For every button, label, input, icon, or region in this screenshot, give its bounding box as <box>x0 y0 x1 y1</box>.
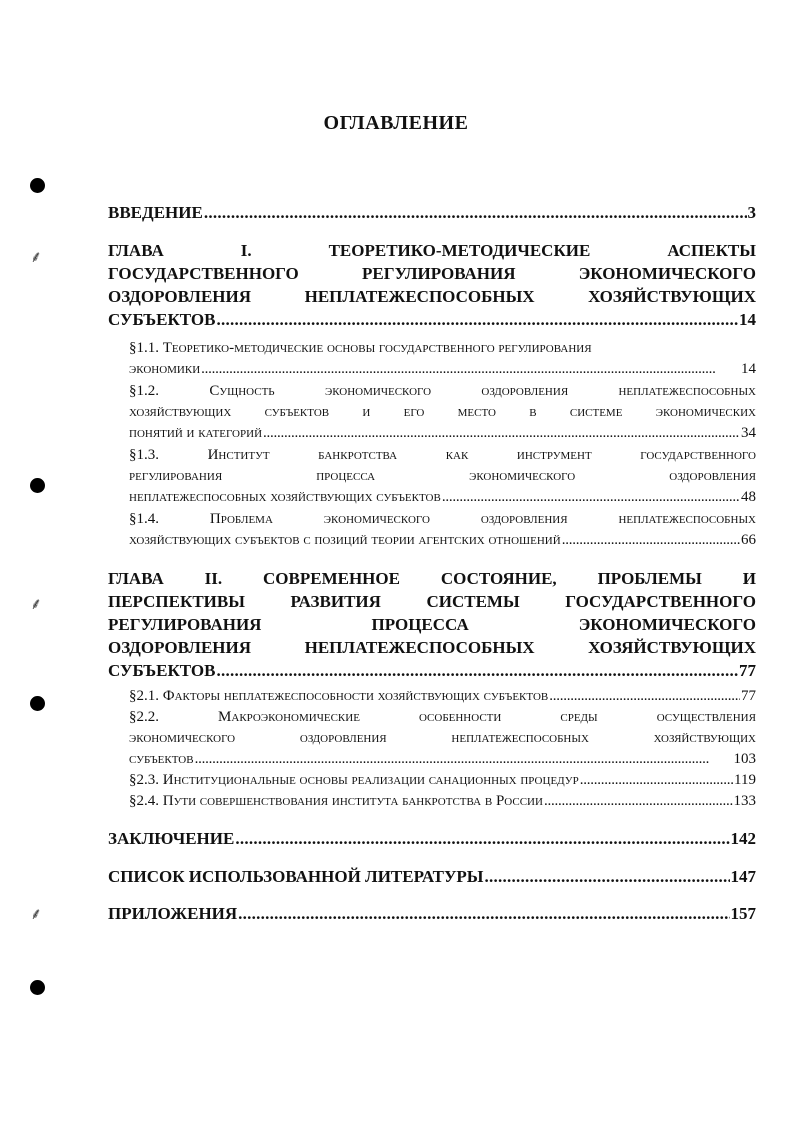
title-word: ЭКОНОМИЧЕСКОГО <box>578 615 756 634</box>
entry-word: субъектов <box>264 404 330 420</box>
entry-word: в <box>529 404 537 420</box>
chapter2-title-line[interactable] <box>108 592 756 612</box>
chapter1-title-line[interactable] <box>108 287 756 307</box>
dot-leader <box>549 688 740 705</box>
entry-label: неплатежеспособных хозяйствующих субъектов <box>129 489 441 505</box>
entry-page: 157 <box>730 904 756 923</box>
entry-word: оздоровления <box>481 383 569 399</box>
entry-page: 14 <box>739 310 756 329</box>
entry-word: оздоровления <box>299 730 387 746</box>
entry-word: хозяйствующих <box>653 730 756 746</box>
entry-word: процесса <box>316 468 376 484</box>
dot-leader <box>238 904 729 924</box>
entry-label: понятий и категорий <box>129 425 263 441</box>
chapter1-title-line[interactable] <box>108 241 756 261</box>
dot-leader <box>580 772 733 789</box>
chapter2-title-line[interactable] <box>108 615 756 635</box>
entry-word: §1.2. <box>129 383 159 399</box>
toc-entry-section-1-1-cont[interactable] <box>129 361 756 378</box>
entry-page: 77 <box>741 688 756 704</box>
entry-page: 77 <box>739 661 756 680</box>
title-word: ГЛАВА <box>108 569 164 588</box>
entry-word: регулирования <box>129 468 223 484</box>
entry-label: §1.1. Теоретико-методические основы государственного регулирования <box>129 340 592 356</box>
entry-word: §1.3. <box>129 447 159 463</box>
entry-label: СПИСОК ИСПОЛЬЗОВАННОЙ ЛИТЕРАТУРЫ <box>108 867 484 886</box>
dot-leader <box>216 661 738 681</box>
entry-word: его <box>403 404 425 420</box>
entry-word: Проблема <box>209 511 273 527</box>
title-word: РЕГУЛИРОВАНИЯ <box>362 264 516 283</box>
toc-entry-introduction[interactable] <box>108 203 756 223</box>
entry-page: 119 <box>734 772 756 788</box>
entry-word: неплатежеспособных <box>618 511 756 527</box>
entry-page: 142 <box>730 829 756 848</box>
entry-page: 133 <box>733 793 756 809</box>
entry-word: системе <box>569 404 623 420</box>
entry-word: место <box>457 404 496 420</box>
entry-word: Институт <box>207 447 270 463</box>
entry-label: §2.1. Факторы неплатежеспособности хозяйствующих субъектов <box>129 688 549 704</box>
chapter2-title-line[interactable] <box>108 569 756 589</box>
toc-entry-section-1-3-end[interactable] <box>129 489 756 506</box>
title-word: ОЗДОРОВЛЕНИЯ <box>108 287 252 306</box>
title-word: РАЗВИТИЯ <box>290 592 381 611</box>
entry-word: Макроэкономические <box>218 709 360 725</box>
dot-leader <box>485 867 730 887</box>
entry-page: 103 <box>733 751 756 767</box>
entry-word: экономического <box>323 511 430 527</box>
title-word: ПРОБЛЕМЫ <box>597 569 702 588</box>
dot-leader <box>195 751 733 768</box>
title-word: ХОЗЯЙСТВУЮЩИХ <box>588 287 756 306</box>
title-word: II. <box>204 569 223 588</box>
entry-word: осуществления <box>656 709 756 725</box>
title-word: РЕГУЛИРОВАНИЯ <box>108 615 262 634</box>
toc-entry-section-2-1[interactable] <box>129 688 756 705</box>
toc-entry-chapter1[interactable] <box>108 310 756 330</box>
toc-entry-chapter2[interactable] <box>108 661 756 681</box>
entry-word: инструмент <box>516 447 592 463</box>
binder-hole <box>30 980 45 995</box>
page-title: ОГЛАВЛЕНИЕ <box>323 112 469 134</box>
toc-entry-section-2-2[interactable] <box>129 709 756 726</box>
toc-entry-section-1-2-end[interactable] <box>129 425 756 442</box>
dot-leader <box>235 829 729 849</box>
entry-label: ВВЕДЕНИЕ <box>108 203 203 222</box>
toc-entry-appendix[interactable] <box>108 904 756 924</box>
dot-leader <box>442 489 740 506</box>
entry-label: ЗАКЛЮЧЕНИЕ <box>108 829 235 848</box>
title-word: НЕПЛАТЕЖЕСПОСОБНЫХ <box>304 287 535 306</box>
entry-word: и <box>362 404 371 420</box>
toc-entry-section-1-3[interactable] <box>129 447 756 464</box>
entry-word: хозяйствующих <box>129 404 232 420</box>
toc-entry-conclusion[interactable] <box>108 829 756 849</box>
entry-word: экономического <box>129 730 236 746</box>
toc-entry-section-2-4[interactable] <box>129 793 756 810</box>
title-word: АСПЕКТЫ <box>667 241 756 260</box>
title-word: ОЗДОРОВЛЕНИЯ <box>108 638 252 657</box>
entry-label: §2.4. Пути совершенствования института банкротства в России <box>129 793 543 809</box>
entry-label: экономики <box>129 361 201 377</box>
title-word: ПРОЦЕССА <box>371 615 469 634</box>
title-word: ТЕОРЕТИКО-МЕТОДИЧЕСКИЕ <box>328 241 591 260</box>
binder-hole <box>30 478 45 493</box>
scan-mark: ⸙ <box>30 906 43 923</box>
dot-leader <box>216 310 738 330</box>
entry-label: §2.3. Институциональные основы реализации санационных процедур <box>129 772 579 788</box>
entry-word: оздоровления <box>669 468 756 484</box>
title-word: ГЛАВА <box>108 241 164 260</box>
toc-entry-section-2-2-cont[interactable] <box>129 730 756 747</box>
entry-word: оздоровления <box>480 511 568 527</box>
title-word: ГОСУДАРСТВЕННОГО <box>565 592 756 611</box>
toc-entry-section-2-3[interactable] <box>129 772 756 789</box>
entry-word: государственного <box>640 447 756 463</box>
entry-label: субъектов <box>129 751 194 767</box>
entry-word: §1.4. <box>129 511 159 527</box>
chapter1-title-line[interactable] <box>108 264 756 284</box>
title-word: ЭКОНОМИЧЕСКОГО <box>578 264 756 283</box>
dot-leader <box>263 425 740 442</box>
entry-page: 14 <box>741 361 756 377</box>
toc-entry-section-1-4-end[interactable] <box>129 532 756 549</box>
entry-word: банкротства <box>318 447 398 463</box>
title-word: СОВРЕМЕННОЕ <box>263 569 400 588</box>
title-word: СИСТЕМЫ <box>426 592 520 611</box>
binder-hole <box>30 696 45 711</box>
entry-word: как <box>445 447 469 463</box>
entry-word: среды <box>560 709 598 725</box>
toc-entry-section-1-1[interactable] <box>129 340 756 357</box>
toc-entry-references[interactable] <box>108 867 756 887</box>
title-word: I. <box>240 241 252 260</box>
title-word: ГОСУДАРСТВЕННОГО <box>108 264 299 283</box>
entry-label: ПРИЛОЖЕНИЯ <box>108 904 238 923</box>
title-word: ХОЗЯЙСТВУЮЩИХ <box>588 638 756 657</box>
dot-leader <box>204 203 747 223</box>
toc-entry-section-1-2-cont[interactable] <box>129 404 756 421</box>
entry-word: особенности <box>418 709 502 725</box>
toc-entry-section-1-4[interactable] <box>129 511 756 528</box>
entry-word: Сущность <box>209 383 275 399</box>
entry-word: неплатежеспособных <box>451 730 589 746</box>
title-word: НЕПЛАТЕЖЕСПОСОБНЫХ <box>304 638 535 657</box>
entry-page: 147 <box>730 867 756 886</box>
scan-mark: ⸙ <box>30 249 43 266</box>
dot-leader <box>201 361 740 378</box>
entry-label: хозяйствующих субъектов с позиций теории агентских отношений <box>129 532 561 548</box>
title-word: И <box>742 569 756 588</box>
toc-entry-section-2-2-end[interactable] <box>129 751 756 768</box>
entry-word: экономического <box>324 383 432 399</box>
dot-leader <box>544 793 733 810</box>
entry-page: 48 <box>741 489 756 505</box>
dot-leader <box>562 532 740 549</box>
chapter2-title-line[interactable] <box>108 638 756 658</box>
entry-word: неплатежеспособных <box>618 383 756 399</box>
binder-hole <box>30 178 45 193</box>
toc-entry-section-1-2[interactable] <box>129 383 756 400</box>
entry-label: СУБЪЕКТОВ <box>108 661 216 680</box>
title-word: СОСТОЯНИЕ, <box>440 569 557 588</box>
scan-mark: ⸙ <box>30 596 43 613</box>
entry-word: экономического <box>469 468 576 484</box>
entry-page: 34 <box>741 425 756 441</box>
entry-page: 66 <box>741 532 756 548</box>
entry-word: экономических <box>655 404 756 420</box>
entry-label: СУБЪЕКТОВ <box>108 310 216 329</box>
toc-entry-section-1-3-cont[interactable] <box>129 468 756 485</box>
title-word: ПЕРСПЕКТИВЫ <box>108 592 245 611</box>
entry-word: §2.2. <box>129 709 159 725</box>
entry-page: 3 <box>747 203 756 222</box>
